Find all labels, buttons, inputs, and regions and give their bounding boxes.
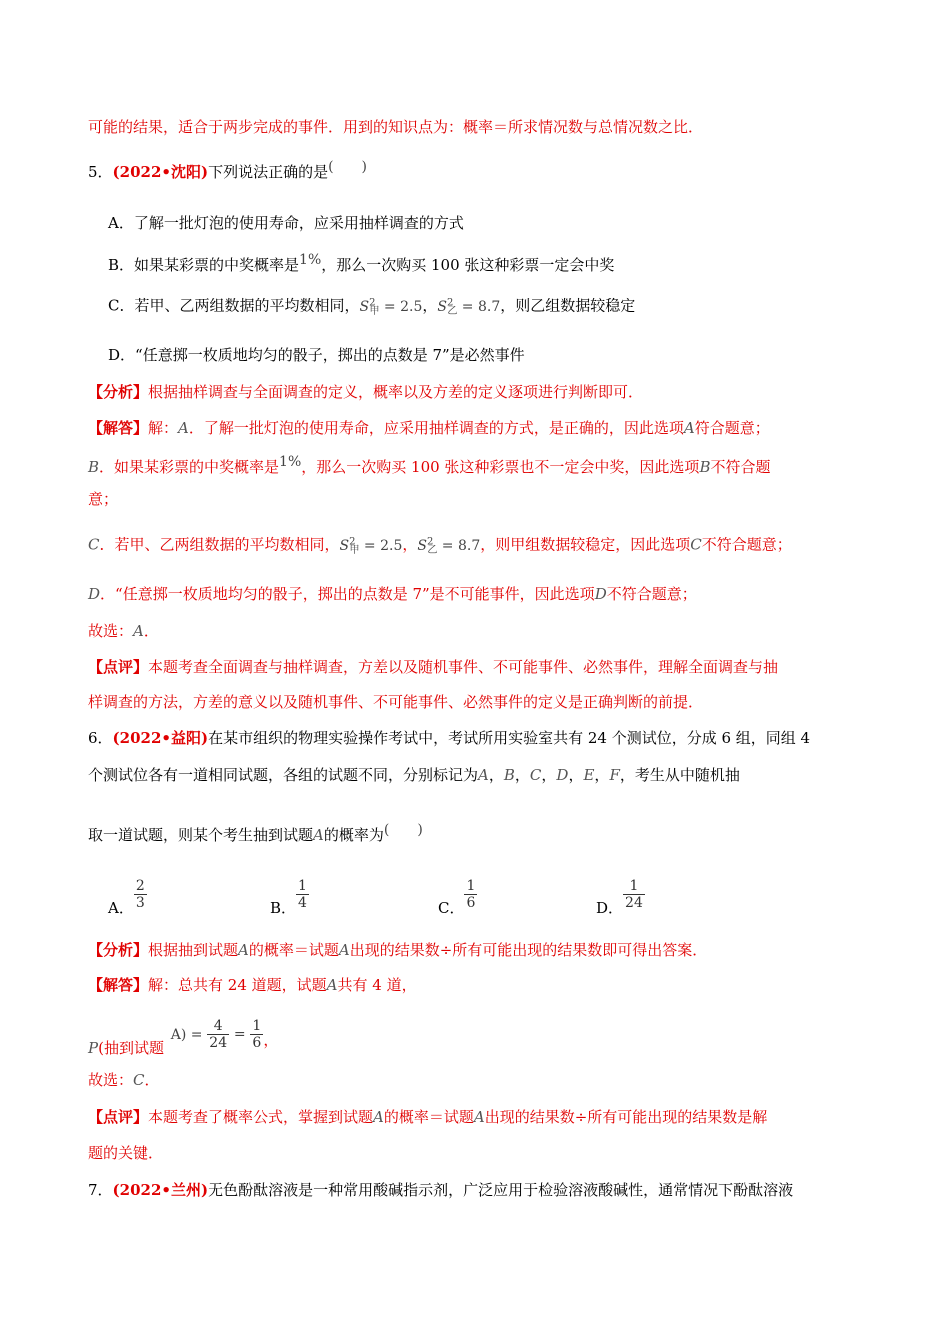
q6-option-d: D． $\frac{1}{24}$ bbox=[596, 878, 643, 917]
q6-stem-1: 6．(2022•益阳)在某市组织的物理实验操作考试中，考试所用实验室共有 24 个测试位，分成 6 组，同组 4 bbox=[88, 729, 811, 747]
q6-comment-2: 题的关键． bbox=[88, 1144, 164, 1162]
q6-analysis: 【分析】根据抽到试题A的概率＝试题A出现的结果数÷所有可能出现的结果数即可得出答案． bbox=[88, 941, 708, 959]
q6-option-c: C． $\frac{1}{6}$ bbox=[438, 878, 476, 917]
q5-option-d: D．“任意掷一枚质地均匀的骰子，掷出的点数是 7”是必然事件 bbox=[108, 346, 525, 364]
continued-comment-line: 可能的结果，适合于两步完成的事件．用到的知识点为：概率＝所求情况数与总情况数之比． bbox=[88, 118, 704, 136]
q7-source: (2022•兰州) bbox=[112, 1181, 209, 1199]
q5-option-b: B．如果某彩票的中奖概率是1%，那么一次购买 100 张这种彩票一定会中奖 bbox=[108, 252, 615, 274]
q6-source: (2022•益阳) bbox=[112, 729, 209, 747]
q5-comment-1: 【点评】本题考查全面调查与抽样调查，方差以及随机事件、不可能事件、必然事件，理解全面调查与抽 bbox=[88, 658, 779, 676]
q6-option-a: A． $\frac{2}{3}$ bbox=[108, 878, 145, 917]
q6-choose: 故选：C． bbox=[88, 1071, 160, 1089]
q6-answer: 【解答】解：总共有 24 道题，试题A共有 4 道， bbox=[88, 976, 417, 994]
q6-probability-formula: P(抽到试题 A) = $\frac{4}{24}$ = $\frac{1}{6}$ ， bbox=[88, 1018, 279, 1057]
q5-answer-b: B．如果某彩票的中奖概率是1%，那么一次购买 100 张这种彩票也不一定会中奖，因此选项B不符合题 bbox=[88, 454, 771, 476]
q5-comment-2: 样调查的方法，方差的意义以及随机事件、不可能事件、必然事件的定义是正确判断的前提． bbox=[88, 693, 704, 711]
q5-answer-b-cont: 意； bbox=[88, 490, 119, 508]
q7-stem: 7．(2022•兰州)无色酚酞溶液是一种常用酸碱指示剂，广泛应用于检验溶液酸碱性，通常情况下酚酞溶液 bbox=[88, 1181, 794, 1199]
q5-option-c: C．若甲、乙两组数据的平均数相同，$S^2_甲 = 2.5$，$S^2_乙 = 8.7$，则乙组数据较稳定 bbox=[108, 296, 636, 318]
q5-option-a: A．了解一批灯泡的使用寿命，应采用抽样调查的方式 bbox=[108, 214, 464, 232]
q5-stem: 5．(2022•沈阳)下列说法正确的是( ) bbox=[88, 159, 368, 181]
q6-stem-3: 取一道试题，则某个考生抽到试题A的概率为( ) bbox=[88, 822, 423, 844]
q5-answer-a: 【解答】解：A．了解一批灯泡的使用寿命，应采用抽样调查的方式，是正确的，因此选项A符合题意； bbox=[88, 419, 770, 437]
q5-analysis: 【分析】根据抽样调查与全面调查的定义，概率以及方差的定义逐项进行判断即可． bbox=[88, 383, 644, 401]
q6-stem-2: 个测试位各有一道相同试题，各组的试题不同，分别标记为A，B，C，D，E，F，考生从中随机抽 bbox=[88, 766, 740, 784]
q5-answer-d: D．“任意掷一枚质地均匀的骰子，掷出的点数是 7”是不可能事件，因此选项D不符合题意； bbox=[88, 585, 697, 603]
q6-comment-1: 【点评】本题考查了概率公式，掌握到试题A的概率＝试题A出现的结果数÷所有可能出现的结果数是解 bbox=[88, 1108, 768, 1126]
q5-answer-c: C．若甲、乙两组数据的平均数相同，$S^2_甲 = 2.5$，$S^2_乙 = 8.7$，则甲组数据较稳定，因此选项C不符合题意； bbox=[88, 535, 792, 557]
q6-option-b: B． $\frac{1}{4}$ bbox=[270, 878, 307, 917]
q5-source: (2022•沈阳) bbox=[112, 163, 209, 181]
q5-choose: 故选：A． bbox=[88, 622, 159, 640]
